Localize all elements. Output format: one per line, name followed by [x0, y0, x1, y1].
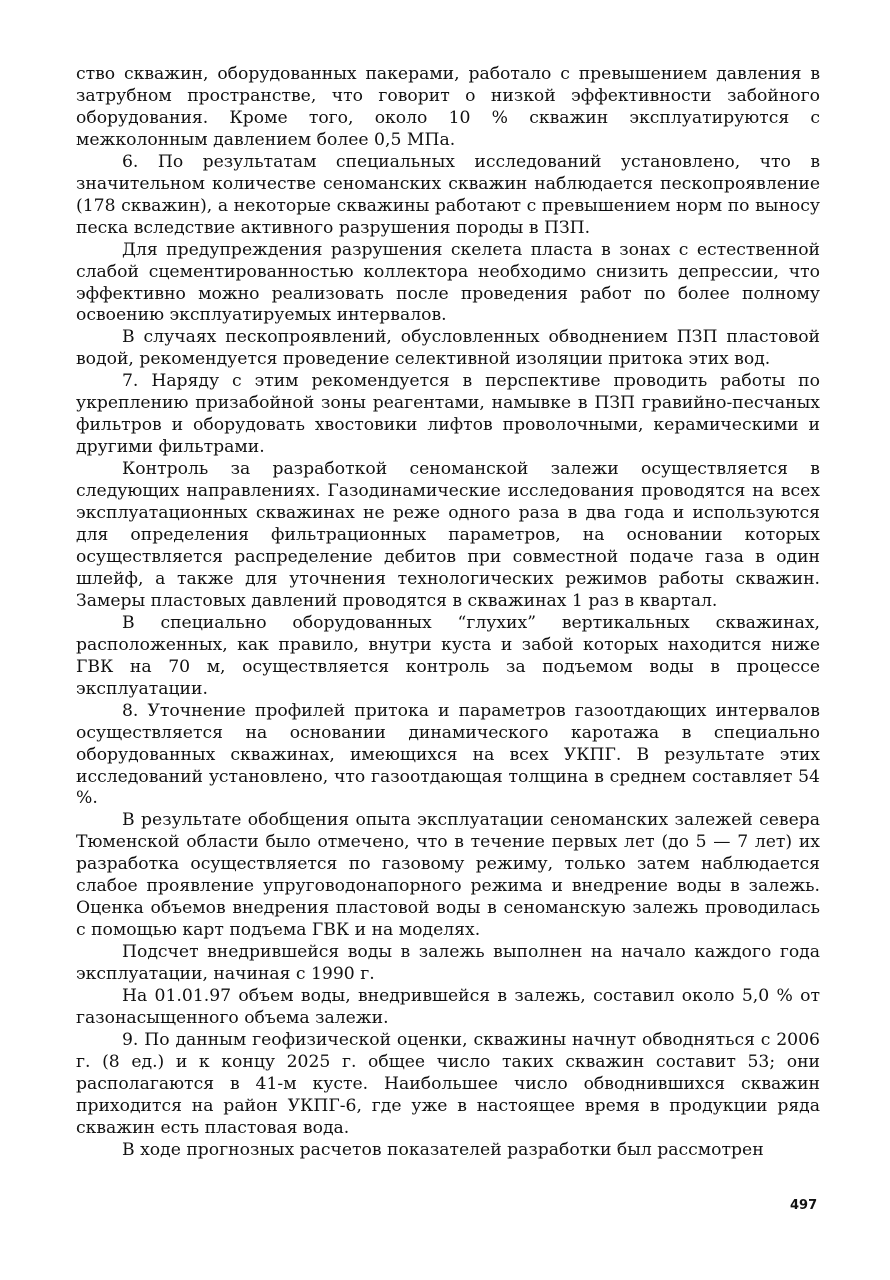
paragraph-item-8: 8. Уточнение профилей притока и параметров газоотдающих интервалов осуществляется на основании динамического каротажа в специально оборудованных скважинах, имеющихся на всех УКПГ. В результате этих исследований установлено, что газоотдающая толщина в среднем составляет 54 %. [76, 700, 820, 809]
paragraph-selective-isolation: В случаях пескопроявлений, обусловленных обводнением ПЗП пластовой водой, рекомендуется проведение селективной изоляции притока этих вод. [76, 327, 820, 370]
paragraph-water-volume: На 01.01.97 объем воды, внедрившейся в залежь, составил около 5,0 % от газонасыщенного объема залежи. [76, 986, 820, 1028]
paragraph-continuation: ство скважин, оборудованных пакерами, работало с превышением давления в затрубном пространстве, что говорит о низкой эффективности забойного оборудования. Кроме того, около 10 % скважин эксплуатируются с межколонным давлением более 0,5 МПа. [76, 64, 820, 150]
paragraph-sand-prevention: Для предупреждения разрушения скелета пласта в зонах с естественной слабой сцементированностью коллектора необходимо снизить депрессии, что эффективно можно реализовать после проведения работ по более полному освоению эксплуатируемых интервалов. [76, 239, 820, 326]
document-page [76, 64, 820, 1162]
paragraph-blind-wells: В специально оборудованных “глухих” вертикальных скважинах, расположенных, как правило, внутри куста и забой которых находится ниже ГВК на 70 м, осуществляется контроль за подъемом воды в процессе эксплуатации. [76, 612, 820, 699]
paragraph-item-7: 7. Наряду с этим рекомендуется в перспективе проводить работы по укреплению призабойной зоны реагентами, намывке в ПЗП гравийно-песчаных фильтров и оборудовать хвостовики лифтов проволочными, керамическими и другими фильтрами. [76, 371, 820, 458]
page-number: 497 [790, 1198, 818, 1213]
paragraph-item-6: 6. По результатам специальных исследований установлено, что в значительном количестве сеноманских скважин наблюдается пескопроявление (178 скважин), а некоторые скважины работают с превышением норм по выносу песка вследствие активного разрушения породы в ПЗП. [76, 151, 820, 238]
paragraph-development-control: Контроль за разработкой сеноманской залежи осуществляется в следующих направлениях. Газодинамические исследования проводятся на всех эксплуатационных скважинах не реже одного раза в два года и используются для определения фильтрационных параметров, на основании которых осуществляется распределение дебитов при совместной подаче газа в один шлейф, а также для уточнения технологических режимов работы скважин. Замеры пластовых давлений проводятся в скважинах 1 раз в квартал. [76, 459, 820, 611]
paragraph-item-9: 9. По данным геофизической оценки, скважины начнут обводняться с 2006 г. (8 ед.) и к концу 2025 г. общее число таких скважин составит 53; они располагаются в 41-м кусте. Наибольшее число обводнившихся скважин приходится на район УКПГ-6, где уже в настоящее время в продукции ряда скважин есть пластовая вода. [76, 1029, 820, 1138]
paragraph-water-count: Подсчет внедрившейся воды в залежь выполнен на начало каждого года эксплуатации, начиная с 1990 г. [76, 942, 820, 985]
paragraph-forecast: В ходе прогнозных расчетов показателей разработки был рассмотрен [122, 1139, 764, 1160]
paragraph-experience-summary: В результате обобщения опыта эксплуатации сеноманских залежей севера Тюменской области было отмечено, что в течение первых лет (до 5 — 7 лет) их разработка осуществляется по газовому режиму, только затем наблюдается слабое проявление упруговодонапорного режима и внедрение воды в залежь. Оценка объемов внедрения пластовой воды в сеноманскую залежь проводилась с помощью карт подъема ГВК и на моделях. [76, 810, 820, 941]
